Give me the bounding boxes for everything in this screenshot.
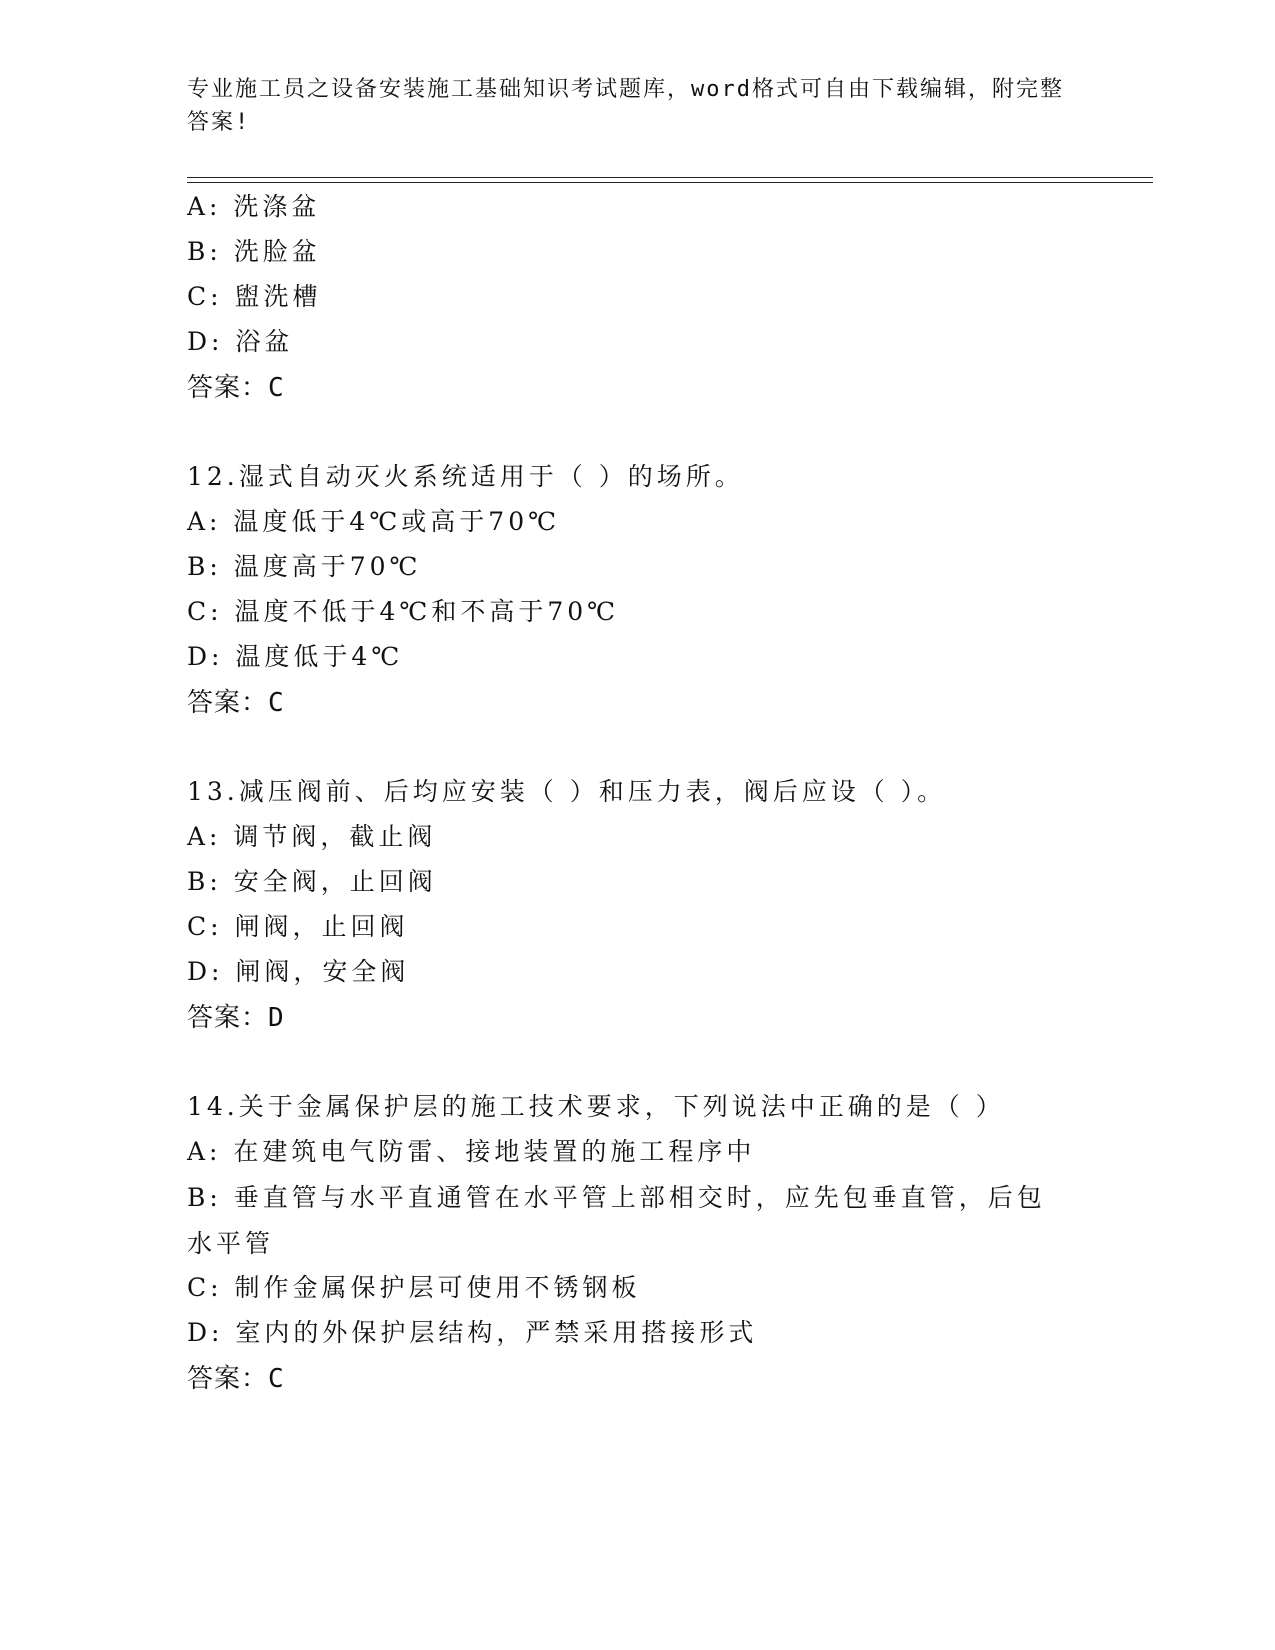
q14-option-d: D: 室内的外保护层结构，严禁采用搭接形式 (187, 1318, 758, 1347)
q13-answer: 答案：D (187, 1003, 285, 1033)
q12-option-c: C: 温度不低于4℃和不高于70℃ (187, 597, 620, 626)
prev-option-b: B: 洗脸盆 (187, 237, 321, 266)
q13-option-d: D: 闸阀，安全阀 (187, 957, 410, 986)
q13-question: 13.减压阀前、后均应安装（ ）和压力表，阀后应设（ ）。 (187, 777, 947, 806)
q13-option-b: B: 安全阀，止回阀 (187, 867, 437, 896)
prev-option-c: C: 盥洗槽 (187, 282, 322, 311)
prev-answer: 答案：C (187, 373, 285, 403)
q14-option-a: A: 在建筑电气防雷、接地装置的施工程序中 (187, 1137, 756, 1166)
q14-option-c: C: 制作金属保护层可使用不锈钢板 (187, 1273, 641, 1302)
q12-option-a: A: 温度低于4℃或高于70℃ (187, 507, 561, 536)
q12-answer: 答案：C (187, 688, 285, 718)
prev-option-a: A: 洗涤盆 (187, 192, 321, 221)
q12-question: 12.湿式自动灭火系统适用于（ ）的场所。 (187, 462, 744, 491)
q13-option-c: C: 闸阀，止回阀 (187, 912, 409, 941)
q12-option-d: D: 温度低于4℃ (187, 642, 404, 671)
header-divider-bottom (187, 182, 1153, 183)
document-header: 专业施工员之设备安装施工基础知识考试题库，word格式可自由下载编辑，附完整答案! (187, 77, 1064, 135)
q12-option-b: B: 温度高于70℃ (187, 552, 422, 581)
q14-answer: 答案：C (187, 1364, 285, 1394)
q14-question: 14.关于金属保护层的施工技术要求，下列说法中正确的是（ ） (187, 1092, 1005, 1121)
prev-option-d: D: 浴盆 (187, 327, 294, 356)
header-divider-top (187, 177, 1153, 178)
q14-option-b: B: 垂直管与水平直通管在水平管上部相交时，应先包垂直管，后包水平管 (187, 1183, 1046, 1258)
q13-option-a: A: 调节阀，截止阀 (187, 822, 437, 851)
